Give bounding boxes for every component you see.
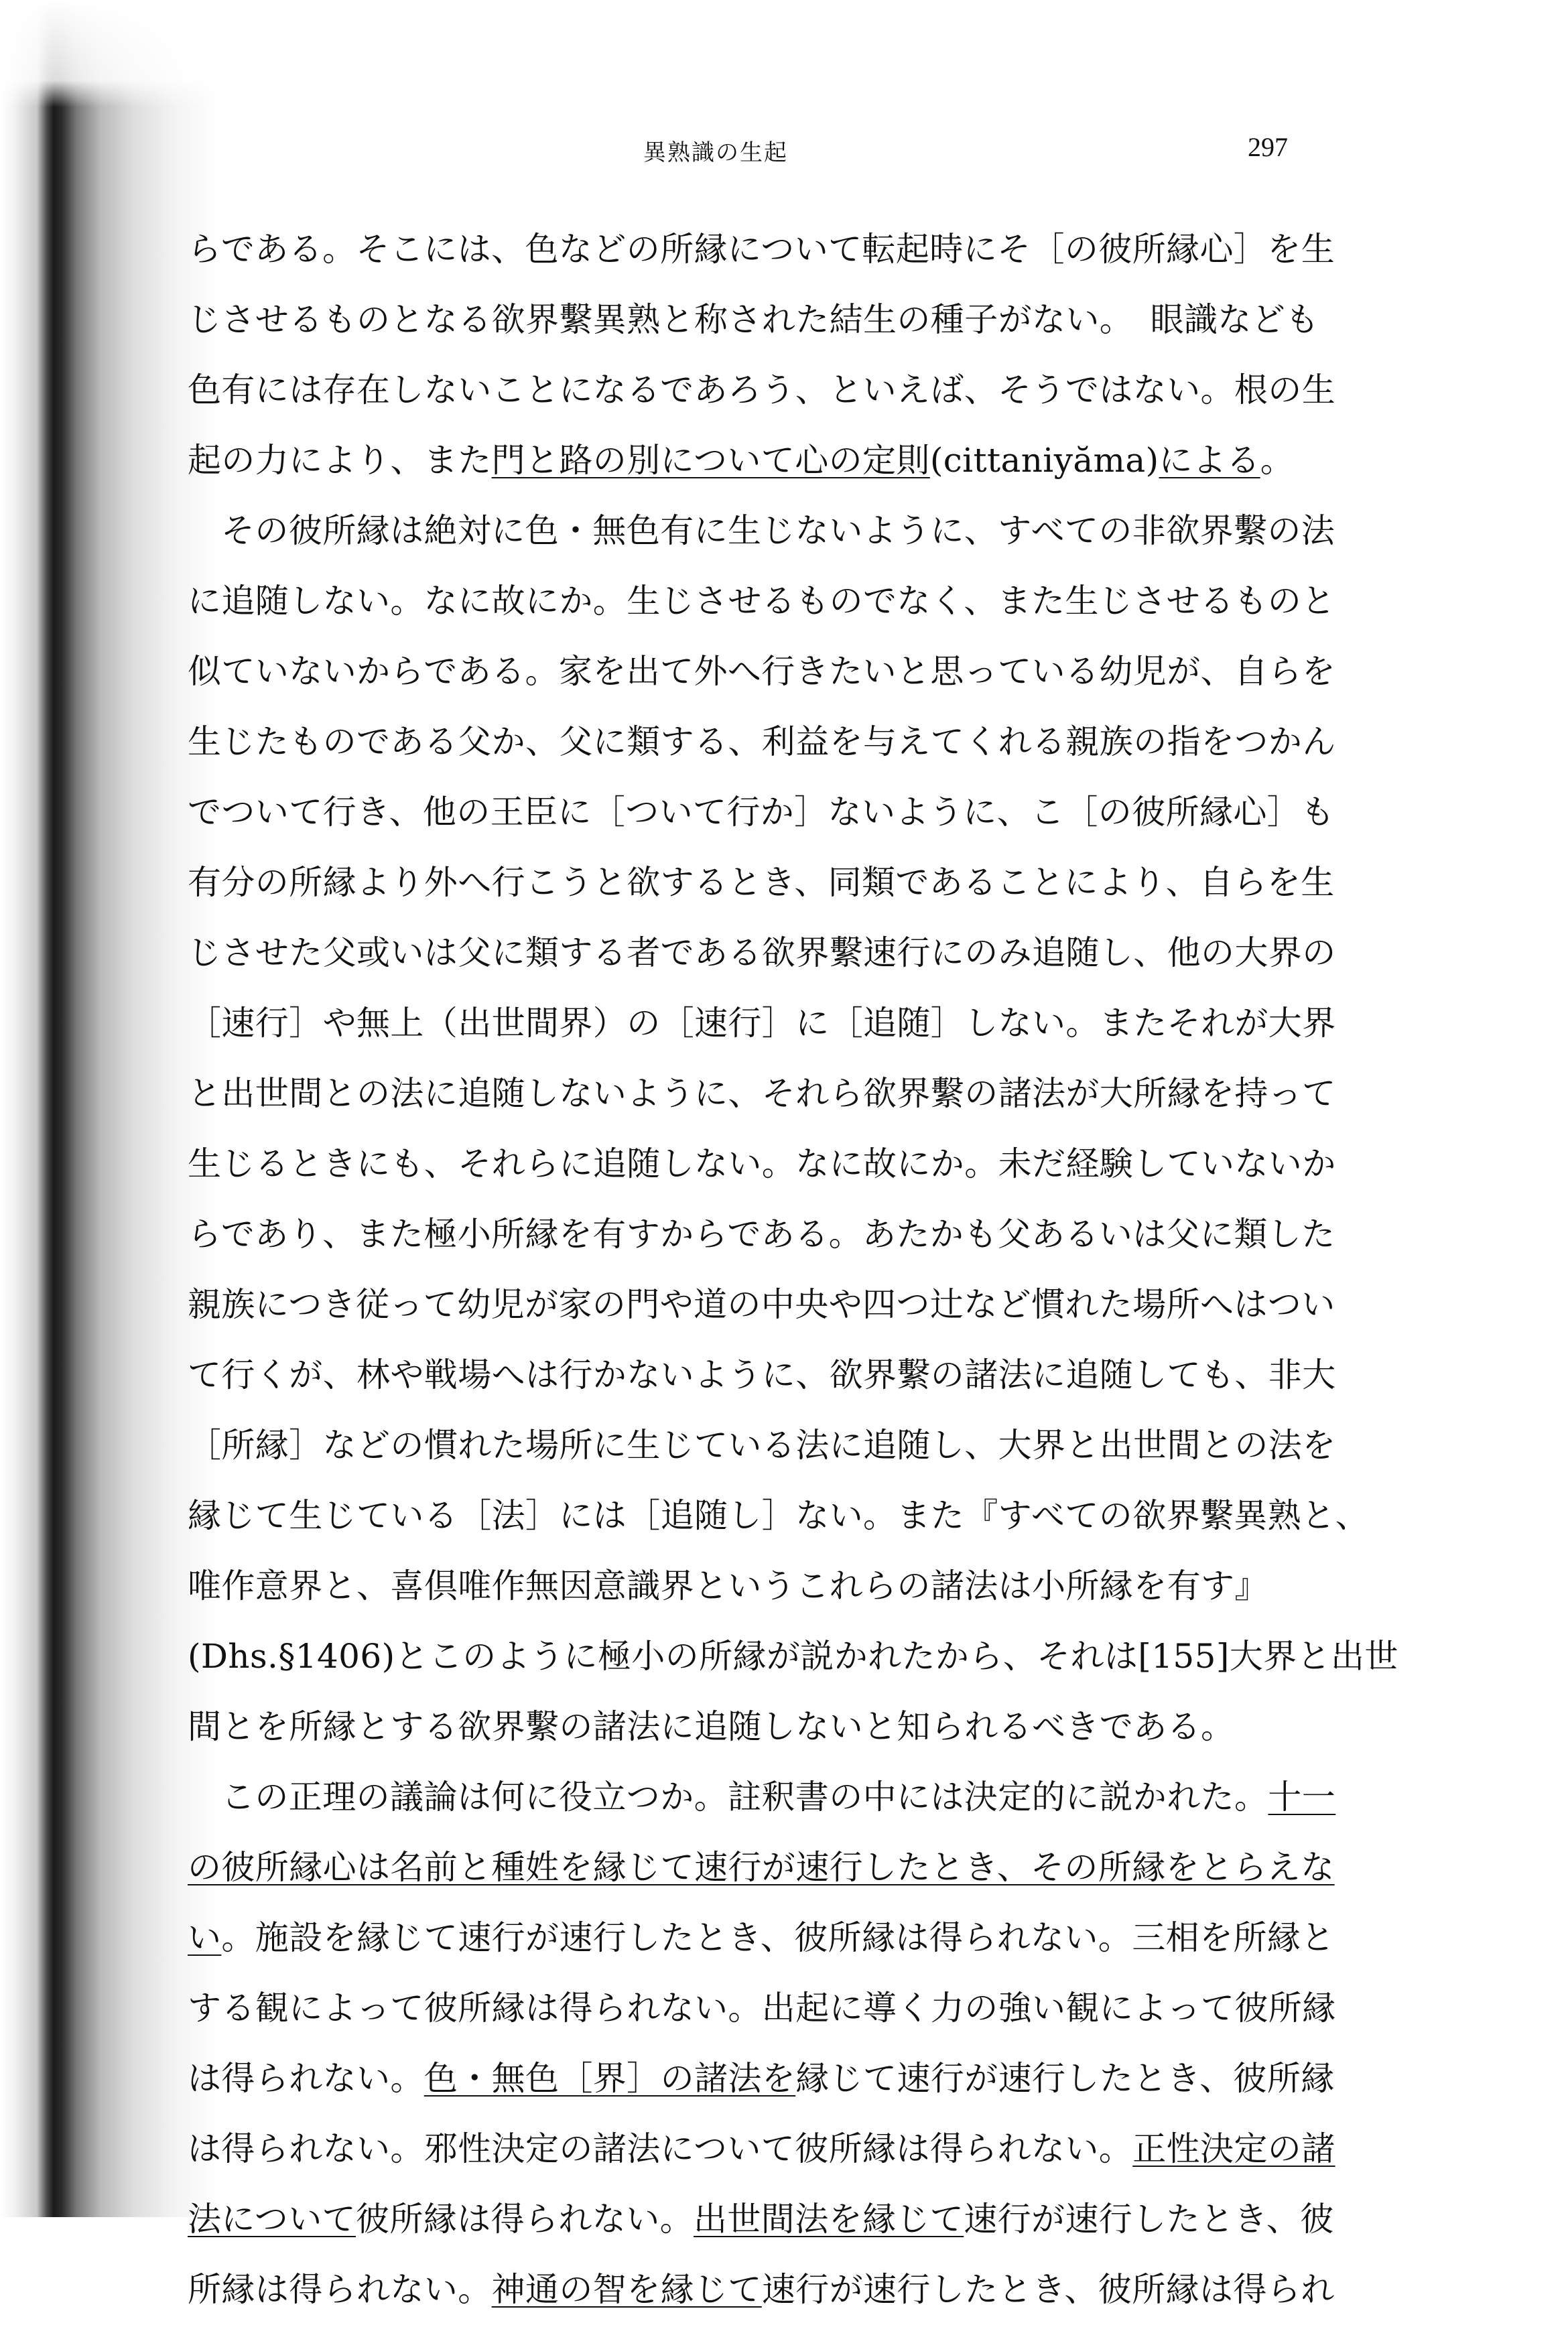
text-line: [188, 988, 1354, 1059]
underlined-text: の彼所縁心は名前と種姓を縁じて速行が速行したとき、その所縁をとらえな: [188, 1848, 1335, 1887]
text-line: [188, 1129, 1354, 1199]
text-line: [188, 707, 1354, 777]
text-segment: と出世間との法に追随しないように、それら欲界繫の諸法が大所縁を持って: [188, 1074, 1336, 1113]
text-line: [188, 848, 1354, 918]
text-segment: 生じるときにも、それらに追随しない。なに故にか。未だ経験していないか: [188, 1144, 1336, 1183]
text-line: [188, 1199, 1354, 1270]
text-line: [188, 777, 1354, 848]
text-line: [188, 2255, 1354, 2325]
body-text: [188, 214, 1398, 2325]
text-segment: に追随しない。なに故にか。生じさせるものでなく、また生じさせるものと: [188, 582, 1335, 620]
underlined-text: 色・無色［界］の諸法を: [423, 2059, 796, 2098]
text-segment: は得られない。邪性決定の諸法について彼所縁は得られない。: [188, 2129, 1133, 2168]
text-segment: でついて行き、他の王臣に［ついて行か］ないように、こ［の彼所縁心］も: [188, 793, 1335, 832]
text-line: [188, 355, 1354, 425]
text-segment: ［所縁］などの慣れた場所に生じている法に追随し、大界と出世間との法を: [188, 1426, 1336, 1465]
text-segment: ［速行］や無上（出世間界）の［速行］に［追随］しない。またそれが大界: [188, 1004, 1336, 1043]
text-segment: じさせた父或いは父に類する者である欲界繫速行にのみ追随し、他の大界の: [188, 933, 1336, 972]
text-segment: 速行が速行したとき、彼: [964, 2200, 1334, 2239]
underlined-text: 神通の智を縁じて: [491, 2270, 762, 2309]
underlined-text: 法について: [188, 2200, 356, 2239]
text-segment: は得られない。: [188, 2059, 424, 2098]
text-segment: する観によって彼所縁は得られない。出起に導く力の強い観によって彼所縁: [188, 1989, 1336, 2028]
text-line: [188, 1903, 1354, 1973]
text-segment: 有分の所縁より外へ行こうと欲するとき、同類であることにより、自らを生: [188, 863, 1335, 902]
text-line: [188, 637, 1354, 707]
text-segment: 間とを所縁とする欲界繫の諸法に追随しないと知られるべきである。: [188, 1707, 1235, 1746]
page-number: 297: [1248, 132, 1288, 162]
text-segment: 。: [1260, 441, 1295, 480]
text-line: [188, 1973, 1354, 2044]
text-segment: 彼所縁は得られない。: [356, 2200, 694, 2239]
text-segment: らである。そこには、色などの所縁について転起時にそ［の彼所縁心］を生: [188, 230, 1335, 269]
underlined-text: 十一: [1268, 1778, 1336, 1816]
underlined-text: による: [1159, 441, 1260, 480]
text-line: [188, 1481, 1369, 1551]
text-segment: 似ていないからである。家を出て外へ行きたいと思っている幼児が、自らを: [188, 652, 1336, 691]
underlined-text: 出世間法を縁じて: [694, 2200, 964, 2239]
text-line: [188, 1762, 1354, 1833]
text-line: [188, 566, 1354, 637]
text-segment: らであり、また極小所縁を有すからである。あたかも父あるいは父に類した: [188, 1215, 1335, 1254]
text-line: [188, 214, 1354, 285]
text-segment: その彼所縁は絶対に色・無色有に生じないように、すべての非欲界繫の法: [221, 511, 1335, 550]
text-line: [188, 1270, 1354, 1340]
text-segment: (cittaniyăma): [929, 441, 1159, 480]
text-line: [188, 918, 1354, 988]
text-segment: 生じたものである父か、父に類する、利益を与えてくれる親族の指をつかん: [188, 722, 1336, 761]
binding-shadow-fade: [0, 0, 221, 107]
text-line: [188, 425, 1354, 496]
underlined-text: 門と路の別について心の定則: [491, 441, 930, 480]
text-segment: この正理の議論は何に役立つか。註釈書の中には決定的に説かれた。: [221, 1778, 1268, 1816]
underlined-text: 正性決定の諸: [1132, 2129, 1335, 2168]
text-line: [188, 1551, 1354, 1621]
text-line: [188, 285, 1354, 355]
text-segment: 。施設を縁じて速行が速行したとき、彼所縁は得られない。三相を所縁と: [221, 1918, 1335, 1957]
text-segment: 縁じて速行が速行したとき、彼所縁: [795, 2059, 1335, 2098]
text-line: [188, 1692, 1354, 1762]
text-segment: 親族につき従って幼児が家の門や道の中央や四つ辻など慣れた場所へはつい: [188, 1285, 1335, 1324]
text-segment: じさせるものとなる欲界繫異熟と称された結生の種子がない。 眼識なども: [188, 300, 1319, 339]
text-line: [188, 2184, 1354, 2255]
text-segment: 縁じて生じている［法］には［追随し］ない。また『すべての欲界繫異熟と、: [188, 1496, 1369, 1535]
text-line: [188, 496, 1354, 566]
text-segment: て行くが、林や戦場へは行かないように、欲界繫の諸法に追随しても、非大: [188, 1355, 1336, 1394]
text-segment: 色有には存在しないことになるであろう、といえば、そうではない。根の生: [188, 371, 1336, 409]
text-line: [188, 1340, 1354, 1410]
text-segment: (Dhs.§1406)とこのように極小の所縁が説かれたから、それは[155]大界と出世: [188, 1637, 1398, 1676]
text-line: [188, 2114, 1354, 2184]
text-segment: 所縁は得られない。: [188, 2270, 492, 2309]
text-line: [188, 1410, 1354, 1481]
text-segment: 起の力により、また: [188, 441, 492, 480]
text-segment: 速行が速行したとき、彼所縁は得られ: [761, 2270, 1335, 2309]
text-line: [188, 1059, 1354, 1129]
text-segment: 唯作意界と、喜倶唯作無因意識界というこれらの諸法は小所縁を有す』: [188, 1567, 1268, 1605]
text-line: [188, 1621, 1398, 1692]
running-head: 異熟識の生起: [643, 139, 788, 166]
text-line: [188, 2044, 1354, 2114]
underlined-text: い: [188, 1918, 222, 1957]
text-line: [188, 1833, 1354, 1903]
